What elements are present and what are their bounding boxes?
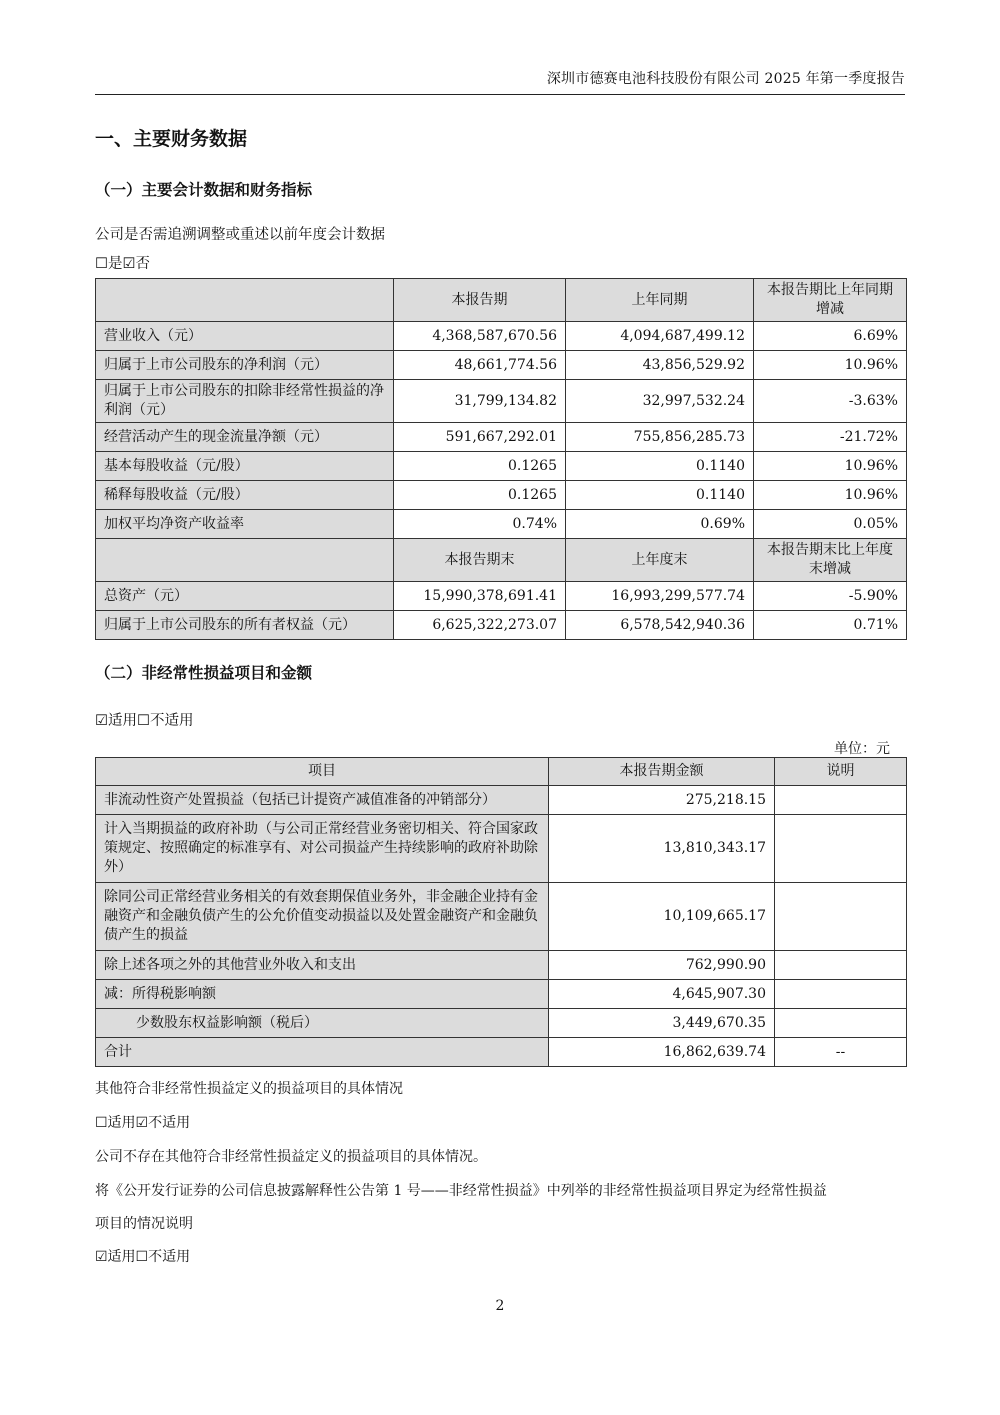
item-note <box>775 980 907 1009</box>
prior-value: 0.69% <box>566 510 754 539</box>
item-amount: 275,218.15 <box>549 786 775 815</box>
prior-value: 4,094,687,499.12 <box>566 322 754 351</box>
item-label: 合计 <box>96 1038 549 1067</box>
table-row <box>96 786 907 815</box>
subsection-title-non-recurring: （二）非经常性损益项目和金额 <box>95 664 313 682</box>
non-recurring-items-table <box>95 757 907 1067</box>
row-label: 基本每股收益（元/股） <box>96 452 394 481</box>
col-current-period: 本报告期 <box>394 279 566 322</box>
section-title: 一、主要财务数据 <box>95 128 248 150</box>
current-value: 15,990,378,691.41 <box>394 582 566 611</box>
change-value: 6.69% <box>754 322 907 351</box>
current-value: 4,368,587,670.56 <box>394 322 566 351</box>
col-item: 项目 <box>96 758 549 786</box>
prior-value: 755,856,285.73 <box>566 423 754 452</box>
item-amount: 762,990.90 <box>549 951 775 980</box>
col-period-end: 本报告期末 <box>394 539 566 582</box>
change-value: 0.71% <box>754 611 907 640</box>
table-row <box>96 452 907 481</box>
restatement-question: 公司是否需追溯调整或重述以前年度会计数据 <box>95 227 385 243</box>
applicable-checkbox-2: ☐适用☑不适用 <box>95 1115 191 1131</box>
table-header-row <box>96 279 907 322</box>
current-value: 0.1265 <box>394 481 566 510</box>
subsection-title-accounting-data: （一）主要会计数据和财务指标 <box>95 181 313 199</box>
change-value: -3.63% <box>754 380 907 423</box>
prior-value: 0.1140 <box>566 452 754 481</box>
change-value: -21.72% <box>754 423 907 452</box>
table-header-row <box>96 758 907 786</box>
applicable-checkbox-1: ☑适用☐不适用 <box>95 713 194 729</box>
page-number: 2 <box>495 1298 505 1314</box>
table-row <box>96 582 907 611</box>
col-period-change: 本报告期比上年同期增减 <box>754 279 907 322</box>
current-value: 48,661,774.56 <box>394 351 566 380</box>
current-value: 0.1265 <box>394 452 566 481</box>
applicable-checkbox-3: ☑适用☐不适用 <box>95 1249 191 1265</box>
table-row <box>96 883 907 951</box>
table-row <box>96 611 907 640</box>
definition-text-line1: 将《公开发行证券的公司信息披露解释性公告第 1 号——非经常性损益》中列举的非经常性损益项目界定为经常性损益 <box>95 1183 827 1199</box>
table-row <box>96 423 907 452</box>
row-label: 营业收入（元） <box>96 322 394 351</box>
report-title-header: 深圳市德赛电池科技股份有限公司 2025 年第一季度报告 <box>546 71 905 87</box>
row-label: 稀释每股收益（元/股） <box>96 481 394 510</box>
unit-label: 单位：元 <box>834 741 890 757</box>
item-label: 少数股东权益影响额（税后） <box>96 1009 549 1038</box>
row-label: 经营活动产生的现金流量净额（元） <box>96 423 394 452</box>
table-row <box>96 951 907 980</box>
other-items-text: 公司不存在其他符合非经常性损益定义的损益项目的具体情况。 <box>95 1149 487 1165</box>
prior-value: 16,993,299,577.74 <box>566 582 754 611</box>
current-value: 31,799,134.82 <box>394 380 566 423</box>
item-amount: 13,810,343.17 <box>549 815 775 883</box>
prior-value: 0.1140 <box>566 481 754 510</box>
item-amount: 16,862,639.74 <box>549 1038 775 1067</box>
item-note <box>775 786 907 815</box>
change-value: 10.96% <box>754 481 907 510</box>
table-row <box>96 815 907 883</box>
table-row <box>96 322 907 351</box>
current-value: 591,667,292.01 <box>394 423 566 452</box>
current-value: 6,625,322,273.07 <box>394 611 566 640</box>
item-note: -- <box>775 1038 907 1067</box>
table-row <box>96 980 907 1009</box>
row-label: 归属于上市公司股东的所有者权益（元） <box>96 611 394 640</box>
col-note: 说明 <box>775 758 907 786</box>
definition-text-line2: 项目的情况说明 <box>95 1216 193 1232</box>
prior-value: 32,997,532.24 <box>566 380 754 423</box>
table-row-total <box>96 1038 907 1067</box>
table-row <box>96 481 907 510</box>
current-value: 0.74% <box>394 510 566 539</box>
change-value: 0.05% <box>754 510 907 539</box>
row-label: 加权平均净资产收益率 <box>96 510 394 539</box>
row-label: 归属于上市公司股东的净利润（元） <box>96 351 394 380</box>
col-prior-period: 上年同期 <box>566 279 754 322</box>
item-label: 除同公司正常经营业务相关的有效套期保值业务外，非金融企业持有金融资产和金融负债产生的公允价值变动损益以及处置金融资产和金融负债产生的损益 <box>96 883 549 951</box>
other-items-title: 其他符合非经常性损益定义的损益项目的具体情况 <box>95 1081 403 1097</box>
item-label: 除上述各项之外的其他营业外收入和支出 <box>96 951 549 980</box>
table-row <box>96 380 907 423</box>
item-label: 计入当期损益的政府补助（与公司正常经营业务密切相关、符合国家政策规定、按照确定的标准享有、对公司损益产生持续影响的政府补助除外） <box>96 815 549 883</box>
table-row <box>96 351 907 380</box>
row-label: 总资产（元） <box>96 582 394 611</box>
item-label: 非流动性资产处置损益（包括已计提资产减值准备的冲销部分） <box>96 786 549 815</box>
key-financial-data-table <box>95 278 907 640</box>
item-amount: 10,109,665.17 <box>549 883 775 951</box>
change-value: 10.96% <box>754 351 907 380</box>
col-period-end-change: 本报告期末比上年度末增减 <box>754 539 907 582</box>
item-note <box>775 1009 907 1038</box>
col-prior-year-end: 上年度末 <box>566 539 754 582</box>
col-amount: 本报告期金额 <box>549 758 775 786</box>
item-note <box>775 951 907 980</box>
item-amount: 4,645,907.30 <box>549 980 775 1009</box>
page-header <box>95 62 905 95</box>
item-note <box>775 883 907 951</box>
restatement-answer: ☐是☑否 <box>95 256 150 272</box>
table-row <box>96 1009 907 1038</box>
row-label: 归属于上市公司股东的扣除非经常性损益的净利润（元） <box>96 380 394 423</box>
prior-value: 6,578,542,940.36 <box>566 611 754 640</box>
change-value: 10.96% <box>754 452 907 481</box>
table-row <box>96 510 907 539</box>
table-header-row <box>96 539 907 582</box>
item-label: 减：所得税影响额 <box>96 980 549 1009</box>
item-note <box>775 815 907 883</box>
change-value: -5.90% <box>754 582 907 611</box>
item-amount: 3,449,670.35 <box>549 1009 775 1038</box>
prior-value: 43,856,529.92 <box>566 351 754 380</box>
